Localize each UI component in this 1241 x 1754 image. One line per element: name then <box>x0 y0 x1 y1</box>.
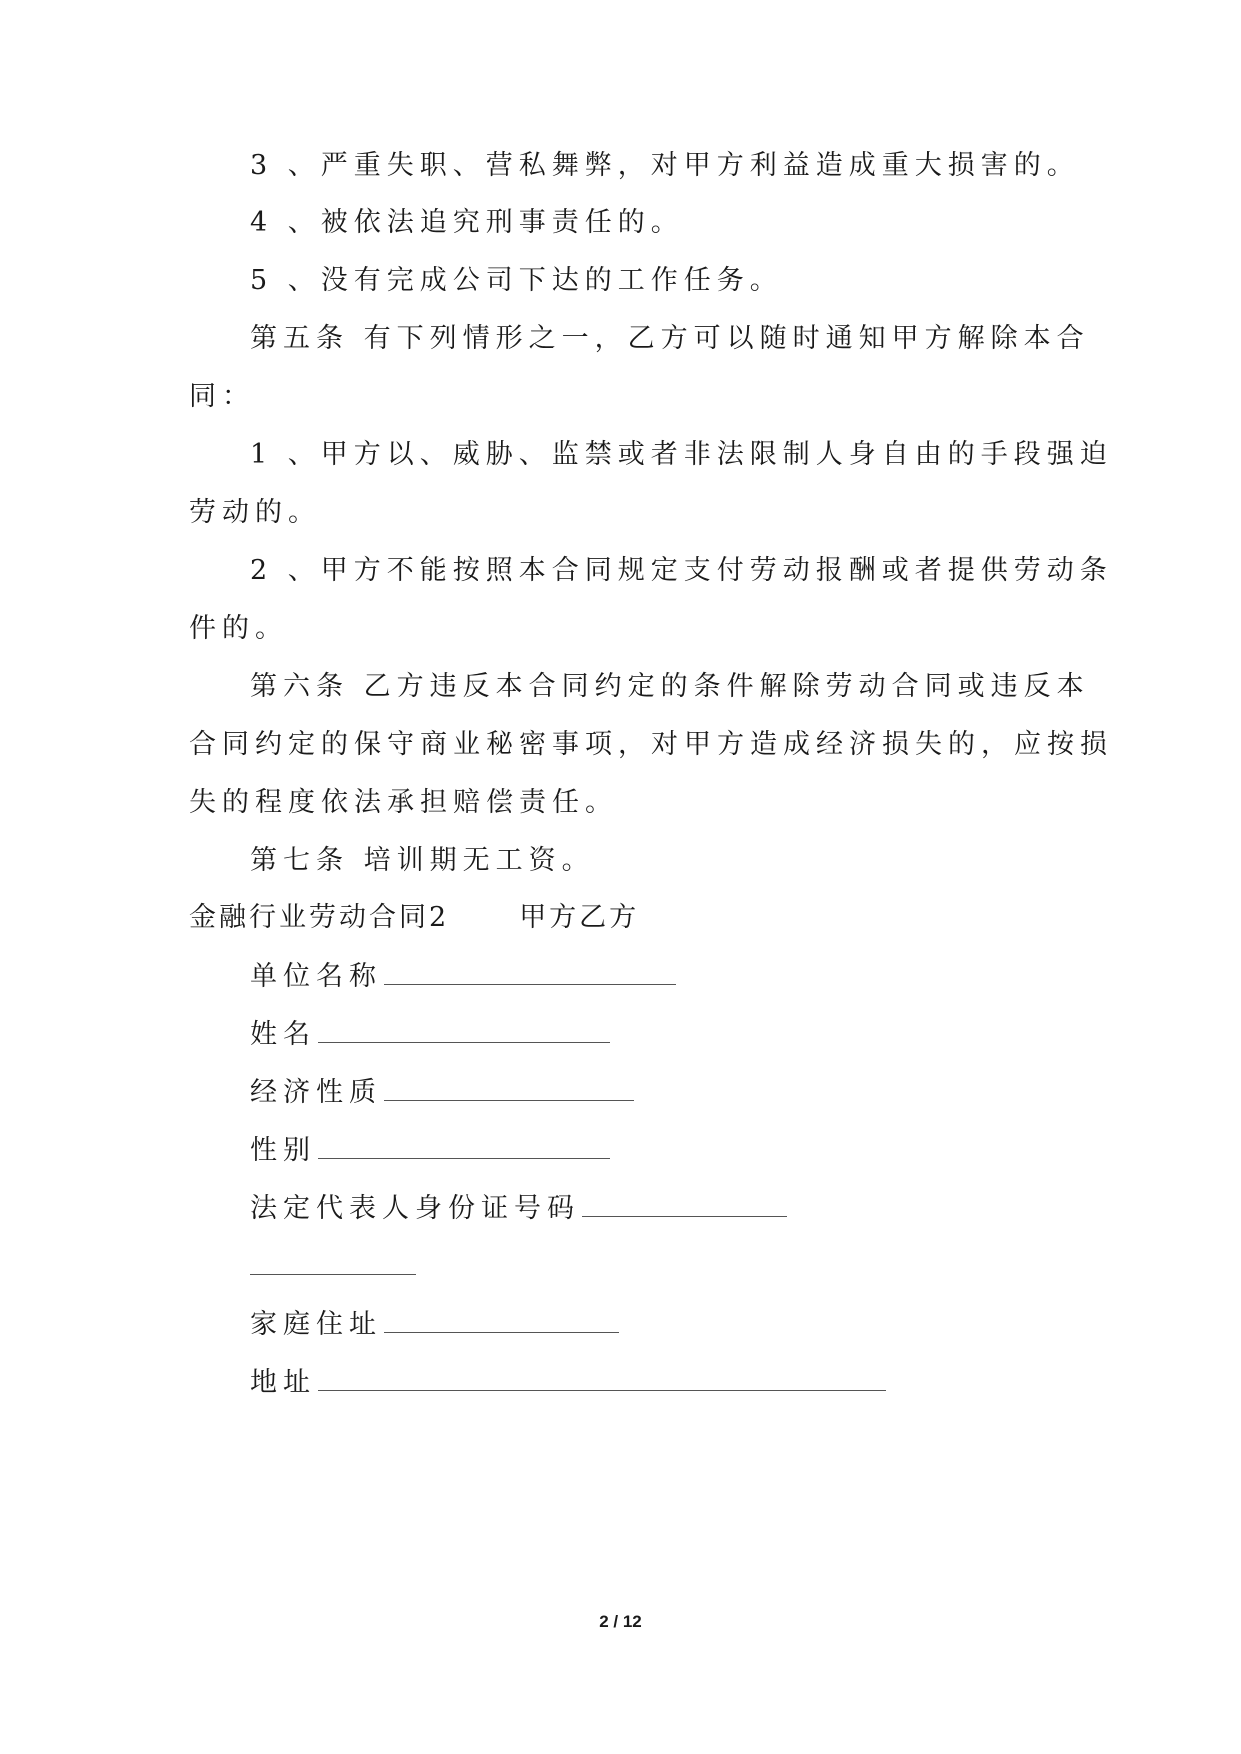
unit-name-blank <box>384 958 676 985</box>
page-number: 2 / 12 <box>599 1612 642 1631</box>
article-6-line-1: 第六条 乙方违反本合同约定的条件解除劳动合同或违反本 <box>250 671 1090 702</box>
economic-nature-label: 经济性质 <box>250 1077 382 1108</box>
address-field <box>250 1364 886 1401</box>
clause-item-5: 5 、没有完成公司下达的工作任务。 <box>250 265 783 296</box>
economic-nature-blank <box>384 1074 634 1101</box>
legal-rep-id-continuation <box>250 1248 416 1285</box>
home-address-label: 家庭住址 <box>250 1309 382 1340</box>
economic-nature-field <box>250 1074 634 1111</box>
gender-blank <box>318 1132 610 1159</box>
clause-item-4: 4 、被依法追究刑事责任的。 <box>250 207 684 238</box>
unit-name-label: 单位名称 <box>250 961 382 992</box>
unit-name-field <box>250 958 676 995</box>
article-7: 第七条 培训期无工资。 <box>250 845 595 876</box>
address-blank <box>318 1364 886 1391</box>
article-5-line-1: 第五条 有下列情形之一，乙方可以随时通知甲方解除本合 <box>250 323 1090 354</box>
legal-rep-id-label: 法定代表人身份证号码 <box>250 1193 580 1224</box>
legal-rep-id-blank <box>582 1190 787 1217</box>
section-heading <box>189 900 639 936</box>
gender-label: 性别 <box>250 1135 316 1166</box>
article-5-item-2-line-1: 2 、甲方不能按照本合同规定支付劳动报酬或者提供劳动条 <box>250 555 1113 586</box>
name-label: 姓名 <box>250 1019 316 1050</box>
article-5-item-1-line-2: 劳动的。 <box>189 497 321 528</box>
article-6-line-2: 合同约定的保守商业秘密事项，对甲方造成经济损失的，应按损 <box>189 729 1113 760</box>
section-title: 金融行业劳动合同2 <box>189 902 450 933</box>
address-label: 地址 <box>250 1367 316 1398</box>
parties-label: 甲方乙方 <box>519 902 640 933</box>
name-field <box>250 1016 610 1053</box>
clause-item-3: 3 、严重失职、营私舞弊，对甲方利益造成重大损害的。 <box>250 150 1080 181</box>
article-5-item-2-line-2: 件的。 <box>189 613 288 644</box>
article-6-line-3: 失的程度依法承担赔偿责任。 <box>189 787 618 818</box>
gender-field <box>250 1132 610 1169</box>
article-5-line-2: 同： <box>189 381 255 412</box>
legal-rep-id-blank-continued <box>250 1248 416 1275</box>
home-address-blank <box>384 1306 619 1333</box>
home-address-field <box>250 1306 619 1343</box>
name-blank <box>318 1016 610 1043</box>
legal-rep-id-field <box>250 1190 787 1227</box>
article-5-item-1-line-1: 1 、甲方以、威胁、监禁或者非法限制人身自由的手段强迫 <box>250 439 1113 470</box>
